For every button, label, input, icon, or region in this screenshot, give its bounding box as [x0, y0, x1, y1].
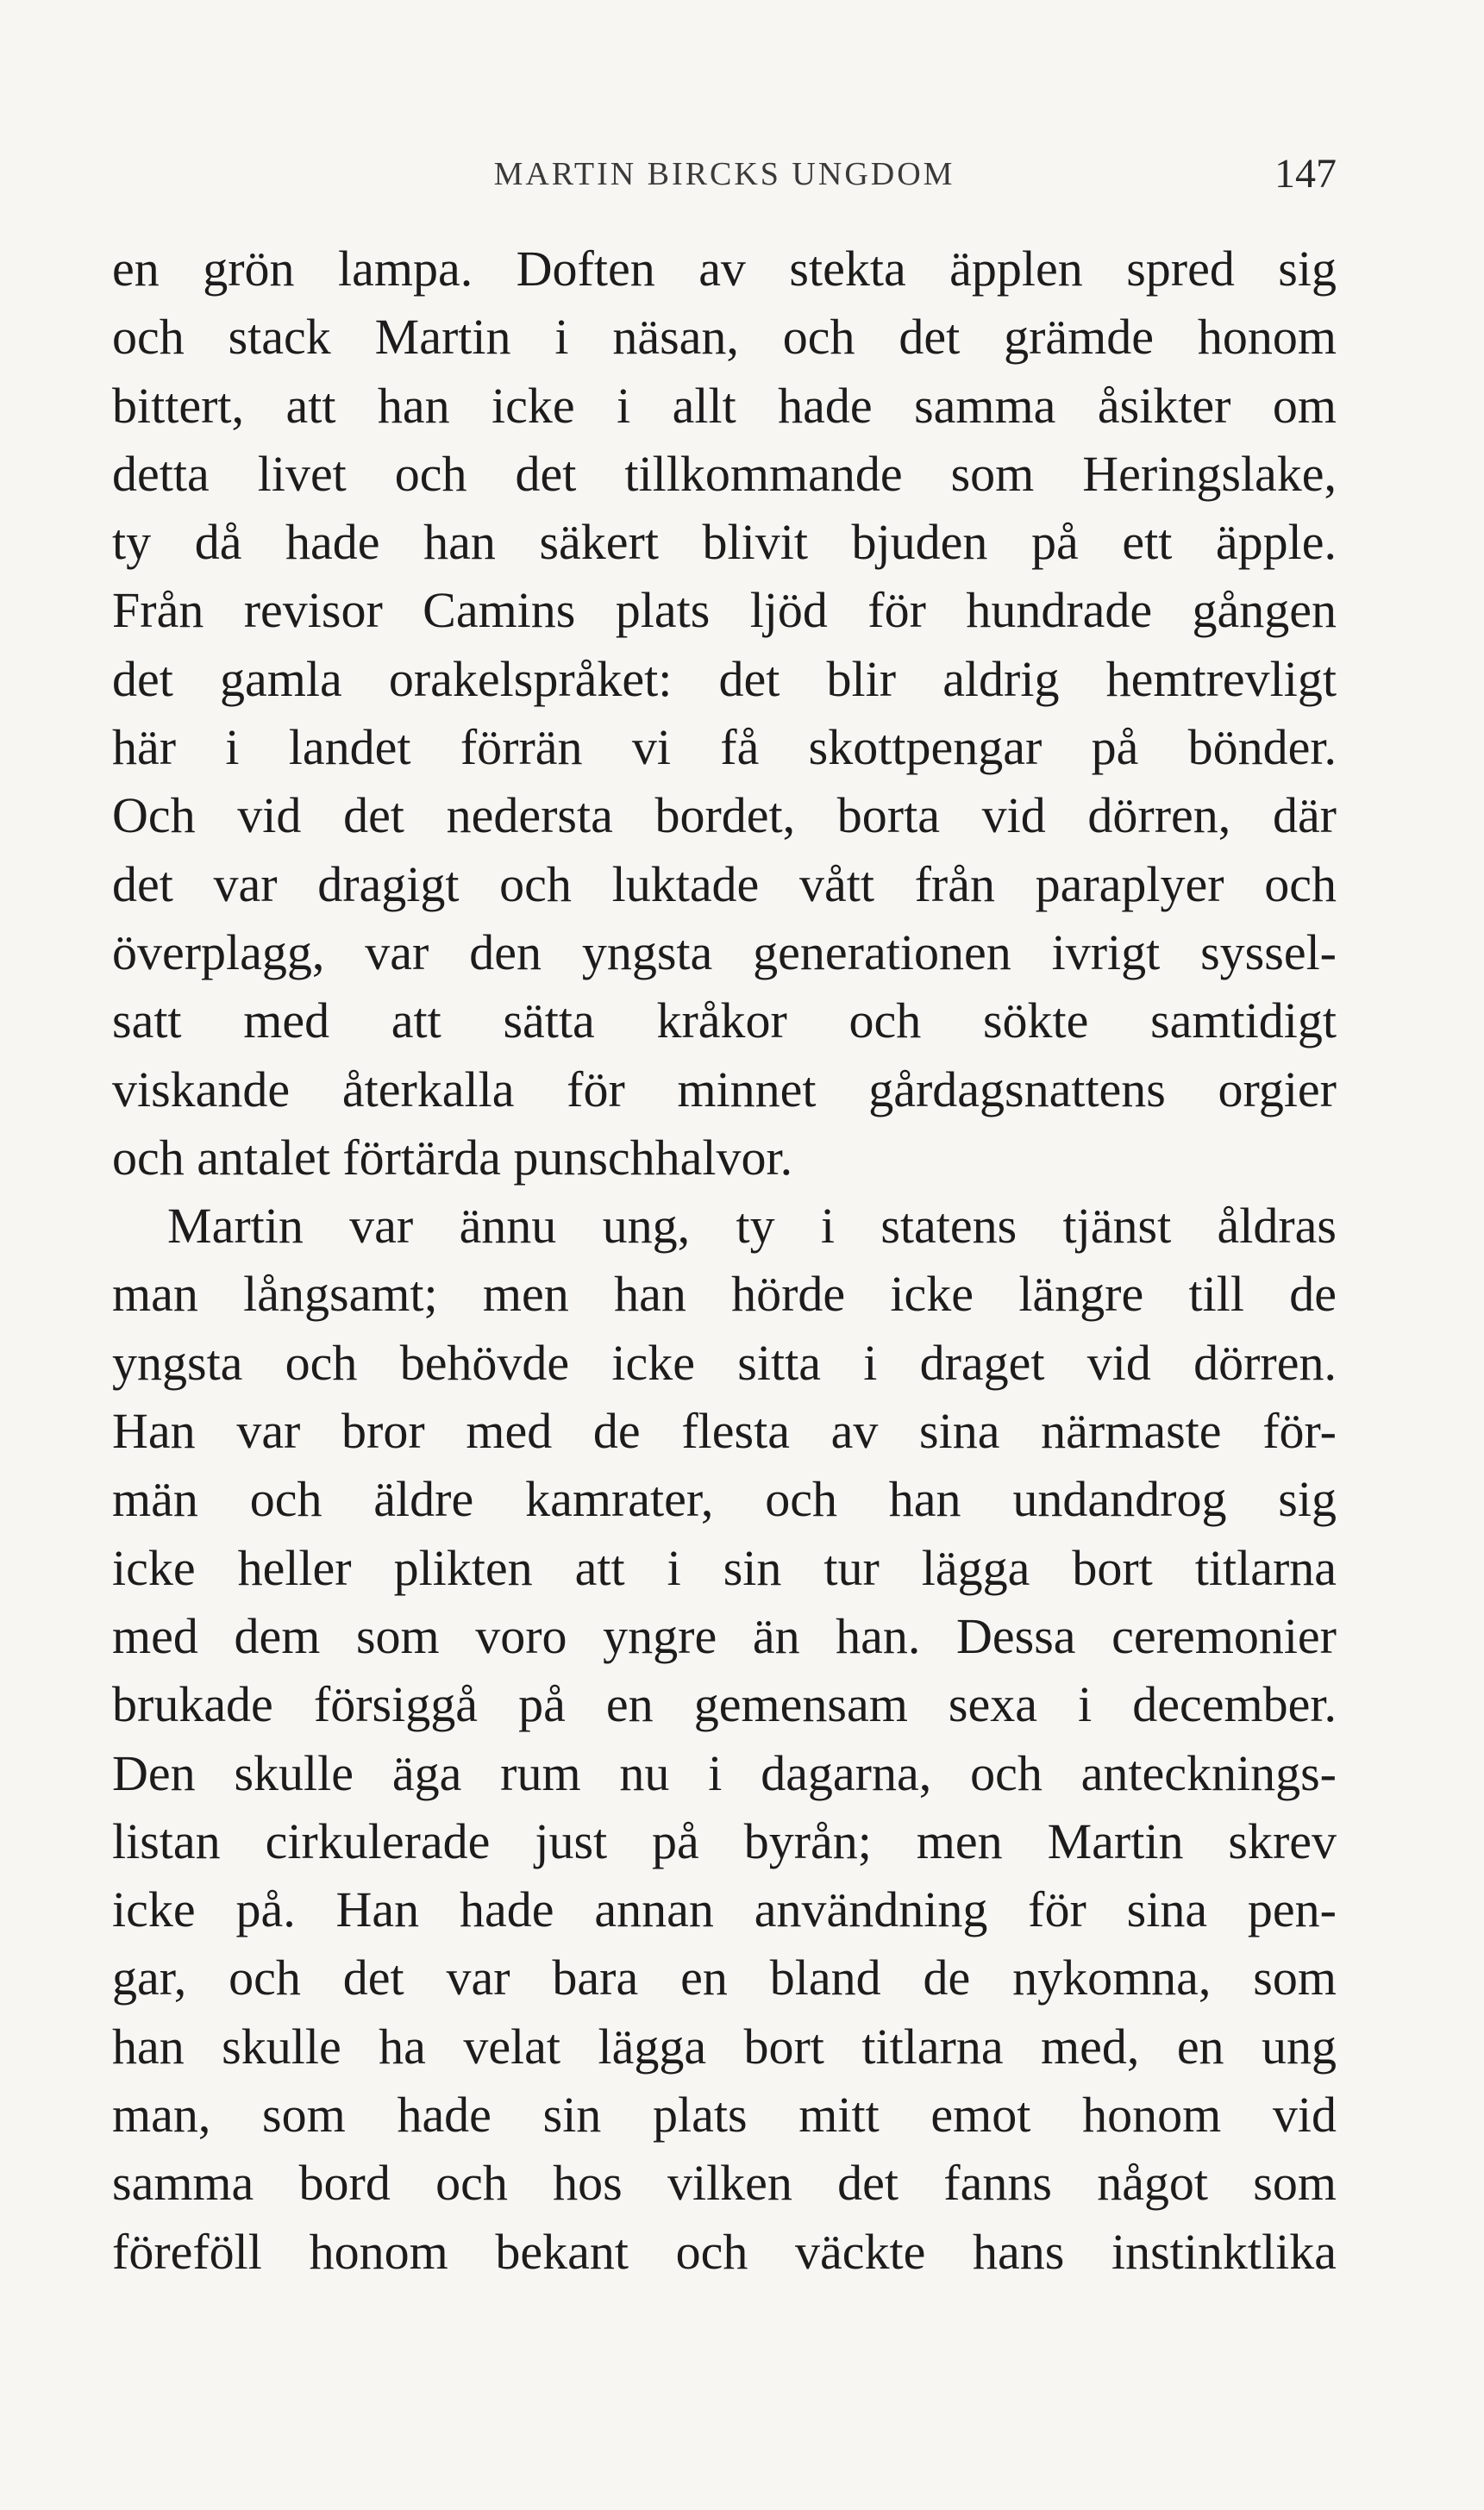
paragraph-end-line: och antalet förtärda punschhalvor.	[112, 1129, 793, 1186]
text-line: listan cirkulerade just på byrån; men Martin skrev	[112, 1812, 1337, 1869]
text-line: överplagg, var den yngsta generationen ivrigt syssel-	[112, 923, 1337, 980]
page-number: 147	[1274, 151, 1337, 197]
text-line: och stack Martin i näsan, och det grämde honom	[112, 309, 1337, 366]
text-line: det gamla orakelspråket: det blir aldrig hemtrevligt	[112, 650, 1337, 707]
text-line: icke heller plikten att i sin tur lägga bort titlarna	[112, 1539, 1337, 1596]
text-line: viskande återkalla för minnet gårdagsnattens orgier	[112, 1061, 1337, 1117]
text-line: med dem som voro yngre än han. Dessa ceremonier	[112, 1607, 1337, 1664]
text-line: det var dragigt och luktade vått från paraplyer och	[112, 855, 1337, 912]
text-line: icke på. Han hade annan användning för sina pen-	[112, 1881, 1337, 1938]
text-line: Den skulle äga rum nu i dagarna, och antecknings-	[112, 1744, 1337, 1801]
text-line: Och vid det nedersta bordet, borta vid dörren, där	[112, 787, 1337, 844]
body-text	[112, 235, 1337, 2286]
text-line: detta livet och det tillkommande som Heringslake,	[112, 445, 1337, 502]
text-line: en grön lampa. Doften av stekta äpplen spred sig	[112, 241, 1337, 297]
text-line: man långsamt; men han hörde icke längre till de	[112, 1266, 1337, 1323]
text-line: gar, och det var bara en bland de nykomna, som	[112, 1950, 1337, 2006]
text-line: Han var bror med de flesta av sina närmaste för-	[112, 1403, 1337, 1460]
text-line: ty då hade han säkert blivit bjuden på ett äpple.	[112, 514, 1337, 571]
text-line: yngsta och behövde icke sitta i draget vid dörren.	[112, 1334, 1337, 1391]
text-line: män och äldre kamrater, och han undandrog sig	[112, 1471, 1337, 1528]
text-line: satt med att sätta kråkor och sökte samtidigt	[112, 992, 1337, 1049]
text-line: man, som hade sin plats mitt emot honom vid	[112, 2087, 1337, 2144]
text-line: Från revisor Camins plats ljöd för hundrade gången	[112, 582, 1337, 639]
text-line: föreföll honom bekant och väckte hans instinktlika	[112, 2223, 1337, 2280]
text-line: här i landet förrän vi få skottpengar på bönder.	[112, 719, 1337, 776]
text-line: han skulle ha velat lägga bort titlarna med, en ung	[112, 2018, 1337, 2075]
text-line: brukade försiggå på en gemensam sexa i december.	[112, 1676, 1337, 1733]
running-title: MARTIN BIRCKS UNGDOM	[493, 156, 955, 192]
text-line: bittert, att han icke i allt hade samma åsikter om	[112, 377, 1337, 434]
paragraph-start-line: Martin var ännu ung, ty i statens tjänst åldras	[167, 1198, 1337, 1255]
text-line: samma bord och hos vilken det fanns något som	[112, 2155, 1337, 2212]
running-head	[112, 148, 1337, 200]
